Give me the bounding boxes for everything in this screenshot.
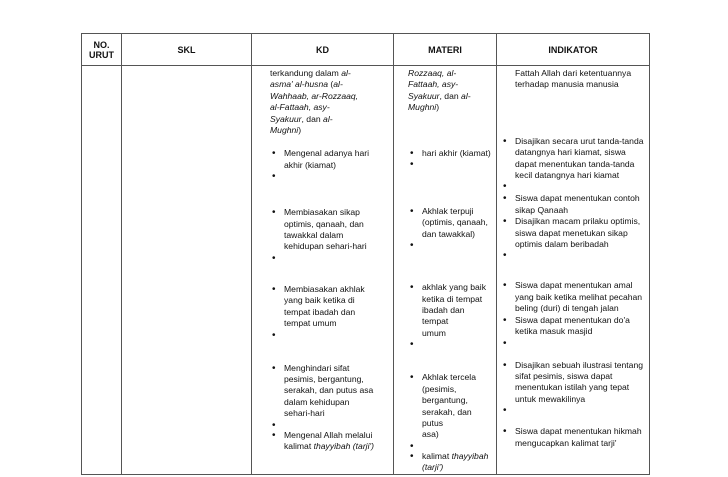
- indikator-item: • Disajikan secara urut tanda-tanda datangnya hari kiamat, siswa dapat menentukan tanda-tanda kecil datangnya hari kiamat: [501, 136, 645, 182]
- indikator-item: • Disajikan sebuah ilustrasi tentang sifat pesimis, siswa dapat menentukan istilah yang tepat untuk mewakilinya: [501, 360, 645, 406]
- header-no-line2: URUT: [89, 49, 114, 60]
- header-row: [82, 34, 650, 66]
- indikator-item: • Siswa dapat menentukan do'a ketika masuk masjid: [501, 315, 645, 338]
- indikator-item: • Siswa dapat menentukan contoh sikap Qanaah: [501, 193, 645, 216]
- header-indikator: INDIKATOR: [497, 34, 650, 66]
- materi-item: • hari akhir (kiamat): [408, 148, 492, 159]
- kd-list: [270, 148, 389, 452]
- body-row: [82, 66, 650, 475]
- header-kd: KD: [252, 34, 394, 66]
- header-no-urut: [82, 34, 122, 66]
- curriculum-table: [81, 33, 650, 475]
- kd-item: • Mengenal Allah melalui kalimat thayyibah (tarji'): [270, 430, 389, 453]
- materi-list: [408, 148, 492, 474]
- header-materi: MATERI: [394, 34, 497, 66]
- header-skl: SKL: [122, 34, 252, 66]
- indikator-continuation: Fattah Allah dari ketentuannya terhadap manusia manusia: [515, 68, 632, 90]
- materi-item: • akhlak yang baik ketika di tempat ibadah dan tempat umum: [408, 282, 492, 339]
- kd-continuation: terkandung dalam al- asma' al-husna (al- Wahhaab, ar-Rozzaaq, al-Fattaah, asy- Syakuur, dan al- Mughni): [270, 68, 359, 136]
- indikator-list: [501, 136, 645, 449]
- skl-cell: [122, 66, 252, 475]
- no-urut-cell: [82, 66, 122, 475]
- header-no-line1: NO.: [93, 39, 110, 50]
- kd-cell: [252, 66, 394, 475]
- materi-item: • Akhlak tercela (pesimis, bergantung, serakah, dan putus asa): [408, 372, 492, 440]
- materi-cell: [394, 66, 497, 475]
- materi-continuation: Rozzaaq, al- Fattaah, asy- Syakuur, dan al- Mughni): [408, 68, 471, 113]
- indikator-cell: [497, 66, 650, 475]
- indikator-item: • Disajikan macam prilaku optimis, siswa dapat menetukan sikap optimis dalam beribadah: [501, 216, 645, 250]
- materi-item: • kalimat thayyibah (tarji'): [408, 451, 492, 474]
- indikator-item: • Siswa dapat menentukan hikmah mengucapkan kalimat tarji': [501, 426, 645, 449]
- kd-item: • Mengenal adanya hari akhir (kiamat): [270, 148, 389, 171]
- kd-item: • Membiasakan sikap optimis, qanaah, dan tawakkal dalam kehidupan sehari-hari: [270, 207, 389, 253]
- kd-item: • Menghindari sifat pesimis, bergantung, serakah, dan putus asa dalam kehidupan sehari-hari: [270, 363, 389, 420]
- materi-item: • Akhlak terpuji (optimis, qanaah, dan tawakkal): [408, 206, 492, 240]
- indikator-item: • Siswa dapat menentukan amal yang baik ketika melihat pecahan beling (duri) di tengah jalan: [501, 280, 645, 314]
- kd-item: • Membiasakan akhlak yang baik ketika di tempat ibadah dan tempat umum: [270, 284, 389, 330]
